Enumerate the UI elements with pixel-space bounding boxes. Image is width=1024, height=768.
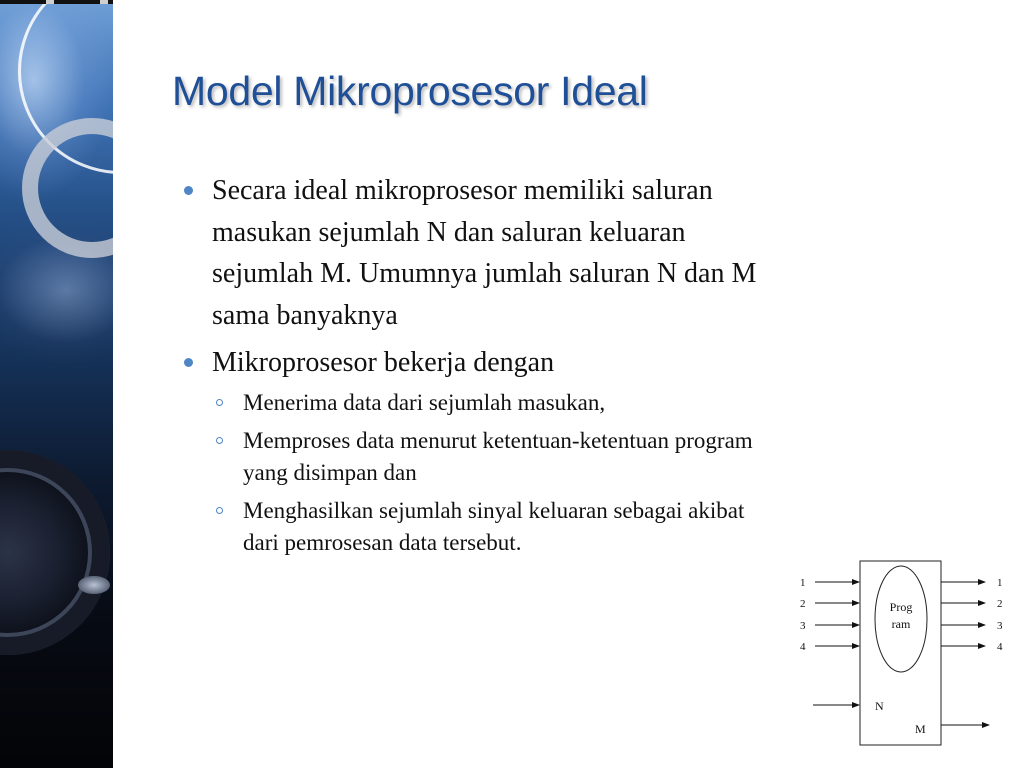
sub-bullet-line: dari pemrosesan data tersebut. xyxy=(243,529,522,555)
bullet-line: sama banyaknya xyxy=(212,299,398,331)
sub-bullet-marker xyxy=(216,437,223,444)
program-label: Prog xyxy=(889,600,913,614)
decorative-side-image xyxy=(0,0,113,768)
input-count-label: N xyxy=(875,699,884,713)
sub-bullet-item xyxy=(180,425,980,488)
bullet-line: Mikroprosesor bekerja dengan xyxy=(212,347,555,378)
processor-box xyxy=(860,561,941,745)
bullet-line: masukan sejumlah N dan saluran keluaran xyxy=(212,216,686,248)
output-label: 2 xyxy=(997,598,1003,610)
bullet-item xyxy=(180,170,980,336)
microprocessor-diagram xyxy=(780,558,1010,758)
side-image-top-strip xyxy=(0,0,113,4)
input-label: 3 xyxy=(800,620,806,632)
sub-bullet-marker xyxy=(216,507,223,514)
sub-bullet-line: Menghasilkan sejumlah sinyal keluaran sebagai akibat xyxy=(243,498,745,523)
program-label: ram xyxy=(891,617,911,631)
bullet-list xyxy=(180,170,980,558)
sub-bullet-line: yang disimpan dan xyxy=(243,459,417,485)
sub-bullet-marker xyxy=(216,399,223,406)
output-label: 3 xyxy=(997,620,1003,632)
output-label: 4 xyxy=(997,641,1003,653)
output-lines xyxy=(941,582,989,725)
sub-bullet-item xyxy=(180,495,980,558)
side-image-hub-emblem xyxy=(78,576,110,594)
input-lines xyxy=(813,582,859,705)
bullet-line: sejumlah M. Umumnya jumlah saluran N dan M xyxy=(212,258,757,289)
output-label: 1 xyxy=(997,577,1003,589)
side-image-wheel xyxy=(0,450,110,655)
input-label: 4 xyxy=(800,641,806,653)
microprocessor-diagram-svg xyxy=(780,558,1010,758)
bullet-marker xyxy=(184,186,193,195)
slide-title: Model Mikroprosesor Ideal xyxy=(172,68,648,114)
input-label: 1 xyxy=(800,577,806,589)
output-count-label: M xyxy=(915,722,926,736)
bullet-line: Secara ideal mikroprosesor memiliki saluran xyxy=(212,175,713,206)
input-label: 2 xyxy=(800,598,806,610)
bullet-item xyxy=(180,342,980,384)
sub-bullet-item xyxy=(180,387,980,419)
sub-bullet-line: Memproses data menurut ketentuan-ketentuan program xyxy=(243,428,753,453)
bullet-marker xyxy=(184,358,193,367)
sub-bullet-line: Menerima data dari sejumlah masukan, xyxy=(243,389,606,415)
